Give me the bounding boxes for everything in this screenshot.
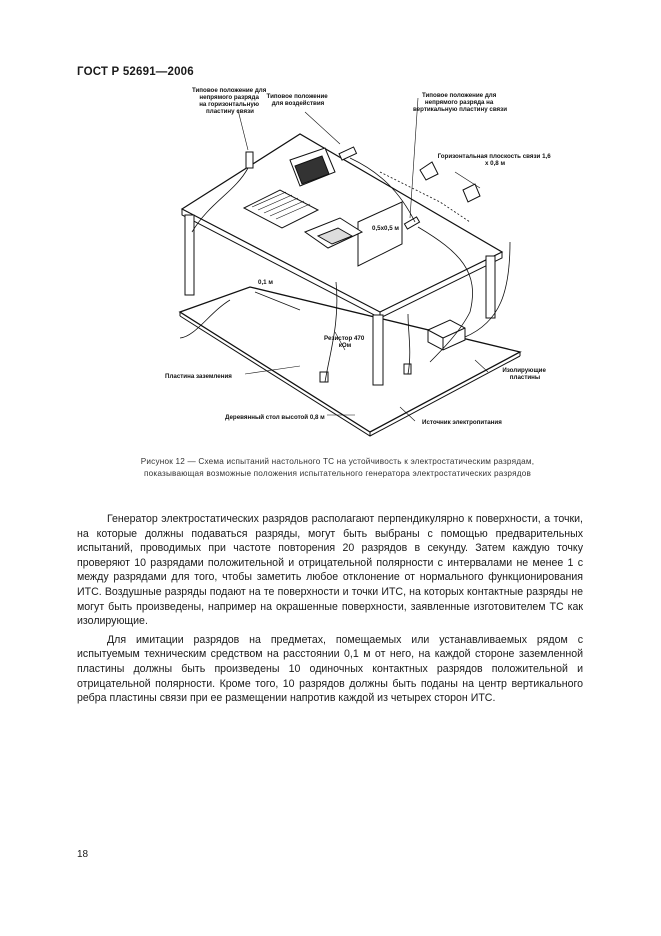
- figure-label: 0,5х0,5 м: [372, 225, 399, 232]
- insulating-plate: [420, 162, 438, 180]
- esd-gun: [246, 152, 253, 168]
- esd-gun: [404, 364, 411, 374]
- power-supply: [428, 320, 465, 350]
- figure-label: Деревянный стол высотой 0,8 м: [225, 414, 325, 421]
- figure-label: Типовое положение для непрямого разряда на вертикальную пластину связи: [412, 92, 508, 113]
- figure-label: Горизонтальная плоскость связи 1,6 х 0,8 м: [437, 153, 551, 167]
- document-header: ГОСТ Р 52691—2006: [77, 66, 194, 78]
- figure-label: Резистор 470 кОм: [323, 335, 365, 349]
- table-leg: [373, 315, 383, 385]
- figure-label: Типовое положение для непрямого разряда на горизонтальную пластину связи: [191, 87, 267, 115]
- paragraph: Для имитации разрядов на предметах, помещаемых или устанавливаемых рядом с испытуемым техническим средством на расстоянии 0,1 м от него, на каждой стороне заземленной пластины должны быть произведены 10 одиночных контактных разрядов положительной и отрицательной полярности. Кроме того, 10 разрядов должны быть поданы на центр вертикального ребра пластины связи при ее размещении напротив каждой из четырех сторон ИТС.: [77, 633, 583, 705]
- caption-line: показывающая возможные положения испытательного генератора электростатических разрядов: [144, 469, 531, 478]
- table-leg: [486, 256, 495, 318]
- page-number: 18: [77, 849, 89, 860]
- table-leg: [185, 215, 194, 295]
- esd-gun: [339, 147, 356, 160]
- caption-line: Рисунок 12 — Схема испытаний настольного ТС на устойчивость к электростатическим разрядам,: [140, 457, 535, 466]
- test-setup-figure: [140, 82, 560, 442]
- body-text: [77, 512, 583, 710]
- paragraph: Генератор электростатических разрядов располагают перпендикулярно к поверхности, а точки, на которые должны подаваться разряды, могут быть выбраны с помощью предварительных испытаний, проводимых при частоте повторения 20 разрядов в секунду. Затем каждую точку проверяют 10 разрядами положительной и отрицательной полярности с интервалами не менее 1 с между разрядами для того, чтобы заметить любое отклонение от нормального функционирования ИТС. Воздушные разряды подают на те поверхности и точки ИТС, на которых контактные разряды не могут быть произведены, например на окрашенные поверхности, заявленные изготовителем ТС как изолирующие.: [77, 513, 583, 628]
- figure-label: Типовое положение для воздействия: [266, 93, 328, 107]
- figure-label: Пластина заземления: [165, 373, 232, 380]
- figure-label: Изолирующие пластины: [502, 367, 546, 381]
- ground-plate: [180, 287, 520, 432]
- test-setup-diagram: [140, 82, 560, 442]
- figure-label: 0,1 м: [258, 279, 273, 286]
- figure-caption: [100, 456, 575, 480]
- figure-label: Источник электропитания: [422, 419, 502, 426]
